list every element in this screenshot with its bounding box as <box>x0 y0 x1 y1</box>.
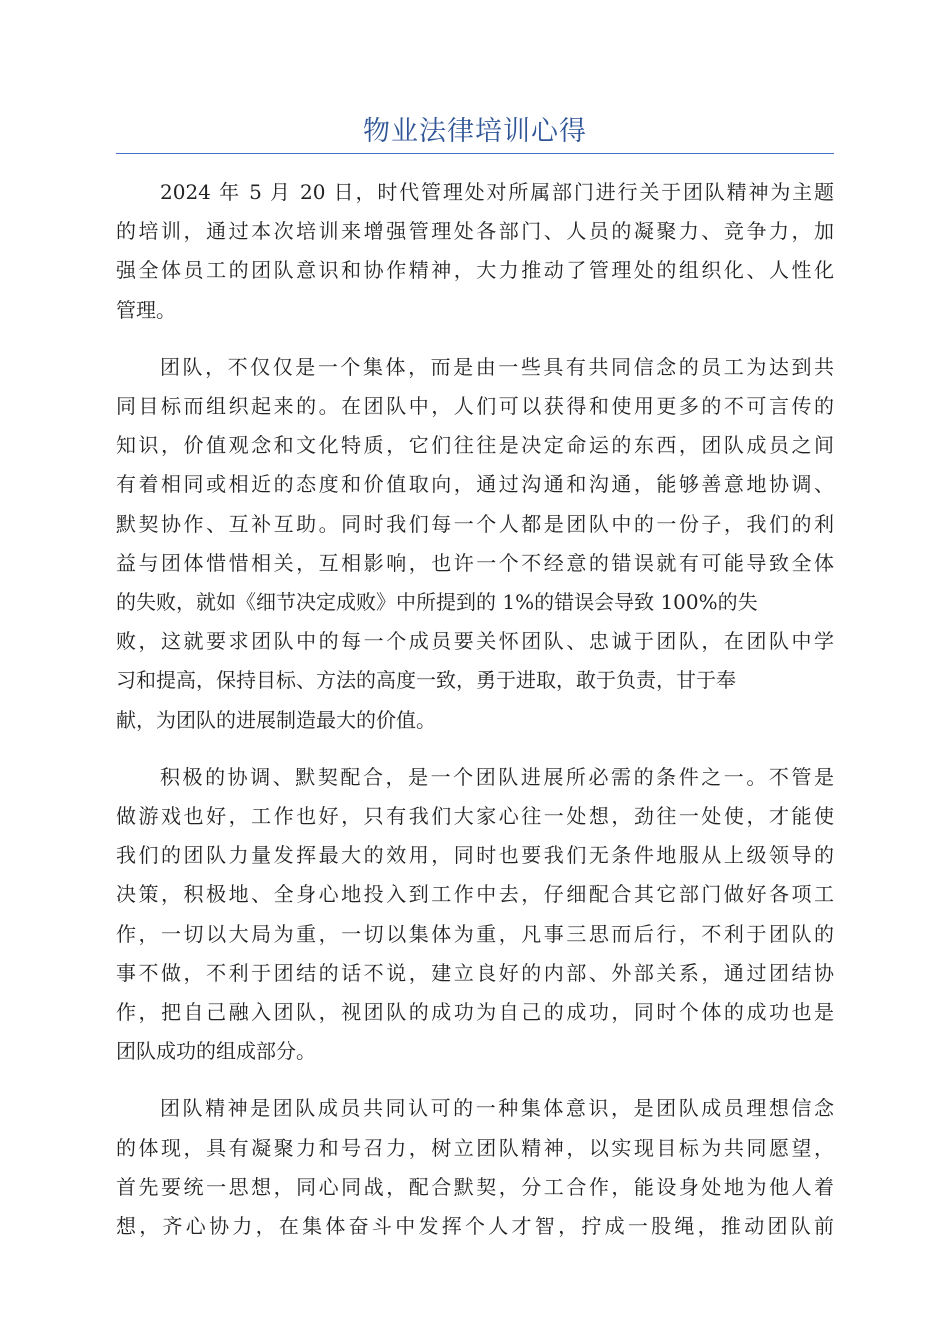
paragraph-4 <box>116 1089 834 1246</box>
document-title: 物业法律培训心得 <box>363 116 587 147</box>
text-line: 2024 年 5 月 20 日，时代管理处对所属部门进行关于团队精神为主题 <box>160 180 834 204</box>
text-line: 团队精神是团队成员共同认可的一种集体意识，是团队成员理想信念 <box>160 1096 834 1121</box>
title-underline <box>116 153 834 154</box>
text-line: 败，这就要求团队中的每一个成员要关怀团队、忠诚于团队，在团队中学 <box>116 629 834 654</box>
text-line: 同目标而组织起来的。在团队中，人们可以获得和使用更多的不可言传的 <box>116 394 834 419</box>
text-line: 想，齐心协力，在集体奋斗中发挥个人才智，拧成一股绳，推动团队前 <box>116 1214 834 1239</box>
text-line: 团队成功的组成部分。 <box>116 1039 316 1064</box>
text-line: 作，把自己融入团队，视团队的成功为自己的成功，同时个体的成功也是 <box>116 1000 834 1025</box>
text-line: 的培训，通过本次培训来增强管理处各部门、人员的凝聚力、竞争力，加 <box>116 219 834 244</box>
text-line: 管理。 <box>116 297 176 322</box>
text-line: 强全体员工的团队意识和协作精神，大力推动了管理处的组织化、人性化 <box>116 258 834 283</box>
text-line: 习和提高，保持目标、方法的高度一致，勇于进取，敢于负责，甘于奉 <box>116 668 736 693</box>
text-line: 我们的团队力量发挥最大的效用，同时也要我们无条件地服从上级领导的 <box>116 843 834 868</box>
paragraph-1 <box>116 173 834 330</box>
paragraph-3 <box>116 758 834 1072</box>
text-line: 首先要统一思想，同心同战，配合默契，分工合作，能设身处地为他人着 <box>116 1174 834 1199</box>
text-line: 作，一切以大局为重，一切以集体为重，凡事三思而后行，不利于团队的 <box>116 921 834 946</box>
text-line: 默契协作、互补互助。同时我们每一个人都是团队中的一份子，我们的利 <box>116 511 834 536</box>
text-line: 积极的协调、默契配合，是一个团队进展所必需的条件之一。不管是 <box>160 764 834 789</box>
text-line: 做游戏也好，工作也好，只有我们大家心往一处想，劲往一处使，才能使 <box>116 804 834 829</box>
text-line: 献，为团队的进展制造最大的价值。 <box>116 707 436 732</box>
text-line: 团队，不仅仅是一个集体，而是由一些具有共同信念的员工为达到共 <box>160 354 834 379</box>
text-line: 有着相同或相近的态度和价值取向，通过沟通和沟通，能够善意地协调、 <box>116 472 834 497</box>
paragraph-2 <box>116 348 834 740</box>
text-line: 益与团体惜惜相关，互相影响，也许一个不经意的错误就有可能导致全体 <box>116 550 834 575</box>
text-line: 事不做，不利于团结的话不说，建立良好的内部、外部关系，通过团结协 <box>116 960 834 985</box>
document-body <box>116 173 834 1264</box>
text-line: 的体现，具有凝聚力和号召力，树立团队精神，以实现目标为共同愿望， <box>116 1135 834 1160</box>
text-line: 知识，价值观念和文化特质，它们往往是决定命运的东西，团队成员之间 <box>116 433 834 458</box>
text-line: 决策，积极地、全身心地投入到工作中去，仔细配合其它部门做好各项工 <box>116 882 834 907</box>
text-line: 的失败，就如《细节决定成败》中所提到的 1%的错误会导致 100%的失 <box>116 590 758 615</box>
